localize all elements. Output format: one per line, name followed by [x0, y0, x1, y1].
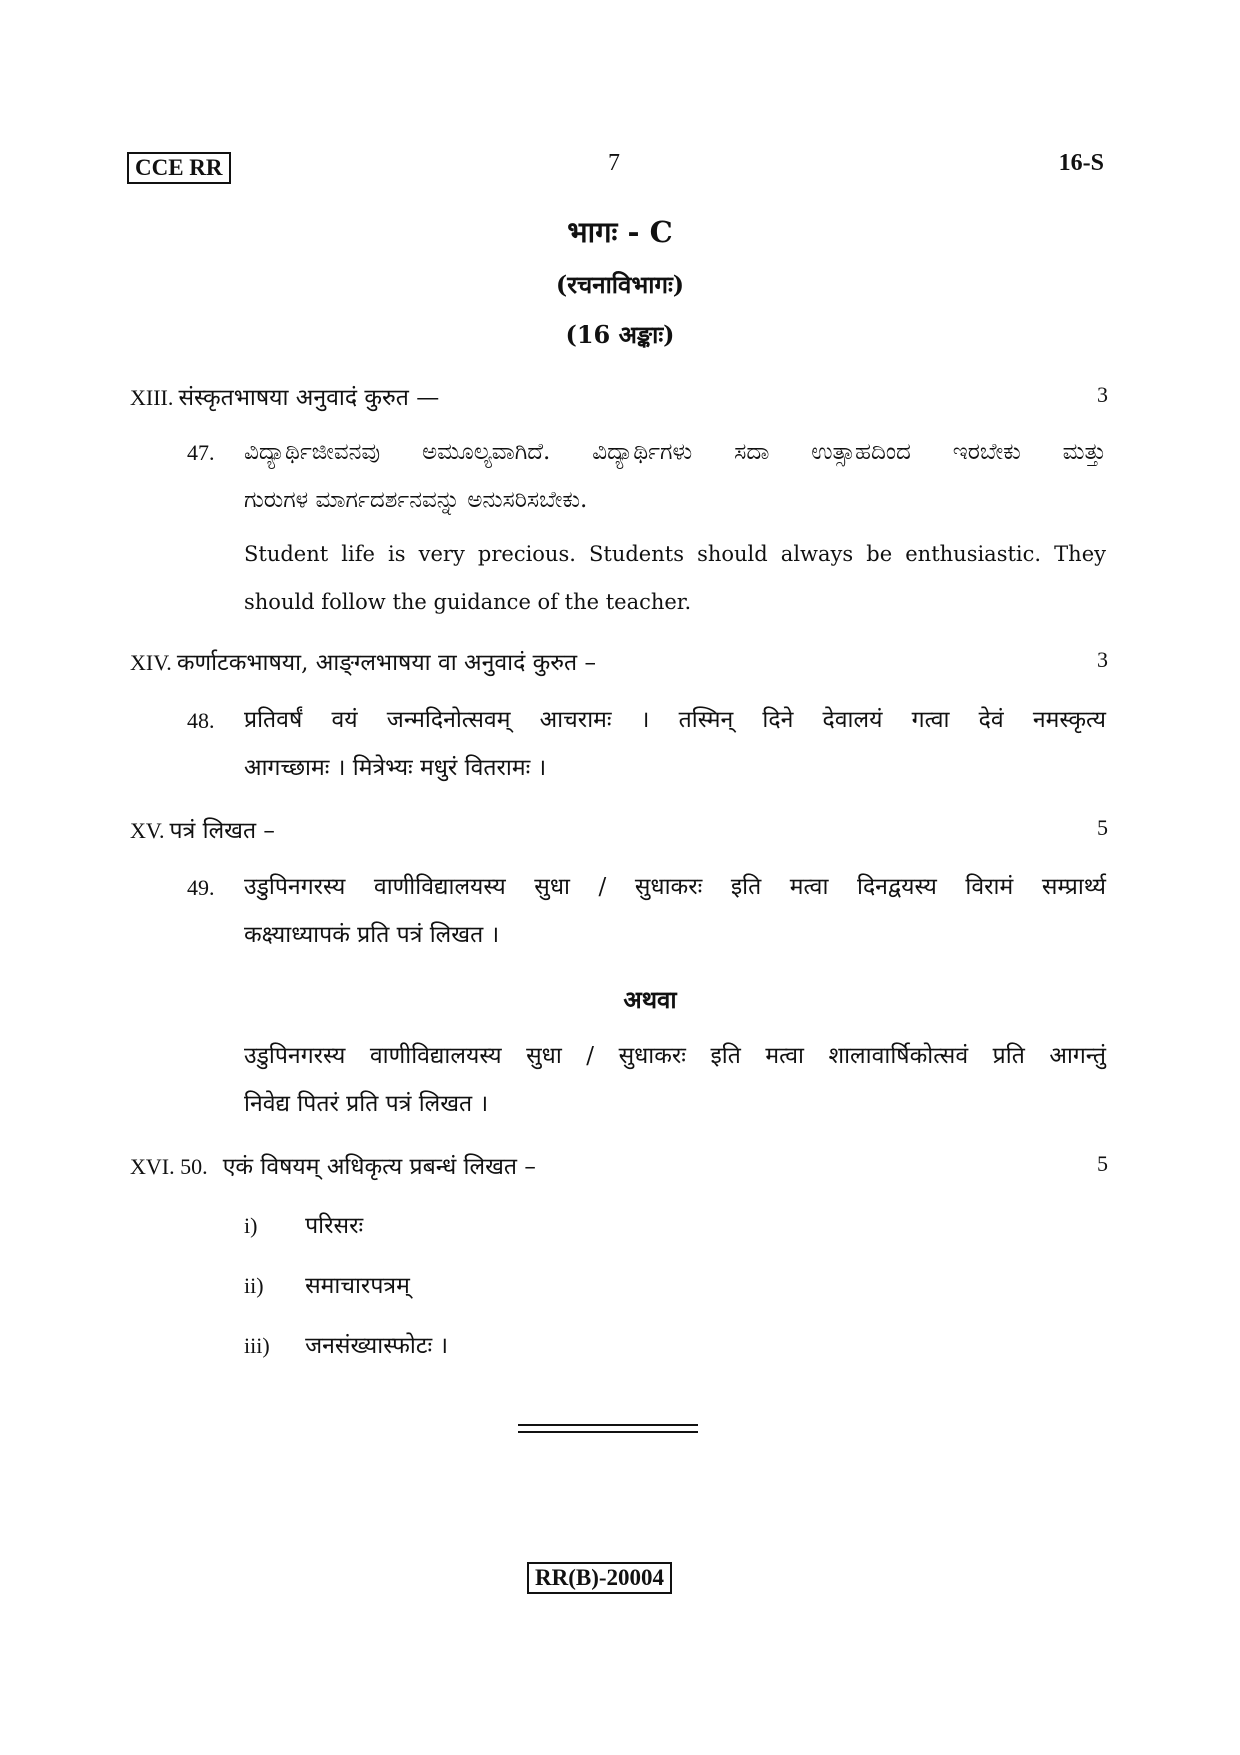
option-text: समाचारपत्रम्	[305, 1273, 410, 1299]
option-text: परिसरः	[305, 1213, 364, 1239]
kannada-text-line2: ಗುರುಗಳ ಮಾರ್ಗದರ್ಶನವನ್ನು ಅನುಸರಿಸಬೇಕು.	[244, 487, 588, 513]
section-subtitle: (रचनाविभागः)	[555, 270, 685, 299]
question-13	[130, 380, 439, 412]
paper-series-box: CCE RR	[127, 152, 231, 184]
sanskrit-passage-line1: प्रतिवर्षं वयं जन्मदिनोत्सवम् आचरामः । तस्मिन् दिने देवालयं गत्वा देवं नमस्कृत्य	[244, 707, 1106, 733]
option-label: iii)	[244, 1333, 270, 1358]
question-16	[130, 1149, 536, 1181]
question-marks: 3	[1097, 382, 1108, 407]
paper-code: 16-S	[1058, 150, 1104, 176]
section-marks: (16 अङ्काः)	[565, 320, 675, 349]
kannada-text-line1: ವಿದ್ಯಾರ್ಥಿಜೀವನವು ಅಮೂಲ್ಯವಾಗಿದೆ. ವಿದ್ಯಾರ್ಥಿಗಳು ಸದಾ ಉತ್ಸಾಹದಿಂದ ಇರಬೇಕು ಮತ್ತು	[244, 439, 1106, 465]
page-number: 7	[608, 150, 620, 176]
question-14	[130, 645, 596, 677]
question-number: XIII.	[130, 385, 174, 410]
alt-letter-prompt-line2: निवेद्य पितरं प्रति पत्रं लिखत ।	[244, 1091, 489, 1117]
question-instruction: कर्णाटकभाषया, आङ्ग्लभाषया वा अनुवादं कुरुत –	[176, 650, 596, 676]
question-15	[130, 813, 275, 845]
sub-question-number: 49.	[187, 875, 215, 900]
question-instruction: पत्रं लिखत –	[169, 818, 275, 844]
question-instruction: एकं विषयम् अधिकृत्य प्रबन्धं लिखत –	[222, 1154, 536, 1180]
end-rule-top	[518, 1424, 698, 1426]
essay-option	[244, 1268, 410, 1300]
question-instruction: संस्कृतभाषया अनुवादं कुरुत —	[178, 385, 440, 411]
question-number: XIV.	[130, 650, 172, 675]
option-label: i)	[244, 1213, 258, 1238]
end-rule-bottom	[518, 1431, 698, 1433]
option-text: जनसंख्यास्फोटः ।	[305, 1333, 449, 1359]
letter-prompt-line2: कक्ष्याध्यापकं प्रति पत्रं लिखत ।	[244, 922, 500, 948]
sanskrit-passage-line2: आगच्छामः । मित्रेभ्यः मधुरं वितरामः ।	[244, 755, 547, 781]
option-label: ii)	[244, 1273, 264, 1298]
essay-option	[244, 1208, 363, 1240]
question-marks: 5	[1097, 815, 1108, 840]
sub-question-number: 48.	[187, 708, 215, 733]
question-marks: 5	[1097, 1151, 1108, 1176]
sub-question-number: 47.	[187, 440, 215, 465]
question-marks: 3	[1097, 647, 1108, 672]
question-number: XV.	[130, 818, 165, 843]
letter-prompt-line1: उडुपिनगरस्य वाणीविद्यालयस्य सुधा / सुधाकरः इति मत्वा दिनद्वयस्य विरामं सम्प्रार्थ्य	[244, 874, 1106, 900]
english-text-line2: should follow the guidance of the teacher.	[244, 590, 692, 614]
essay-option	[244, 1328, 448, 1360]
or-label: अथवा	[623, 985, 677, 1014]
alt-letter-prompt-line1: उडुपिनगरस्य वाणीविद्यालयस्य सुधा / सुधाकरः इति मत्वा शालावार्षिकोत्सवं प्रति आगन्तुं	[244, 1043, 1106, 1069]
section-title: भागः - C	[567, 215, 673, 249]
english-text-line1: Student life is very precious. Students should always be enthusiastic. They	[244, 542, 1106, 566]
question-number: XVI. 50.	[130, 1154, 208, 1179]
footer-code-box: RR(B)-20004	[527, 1562, 672, 1594]
